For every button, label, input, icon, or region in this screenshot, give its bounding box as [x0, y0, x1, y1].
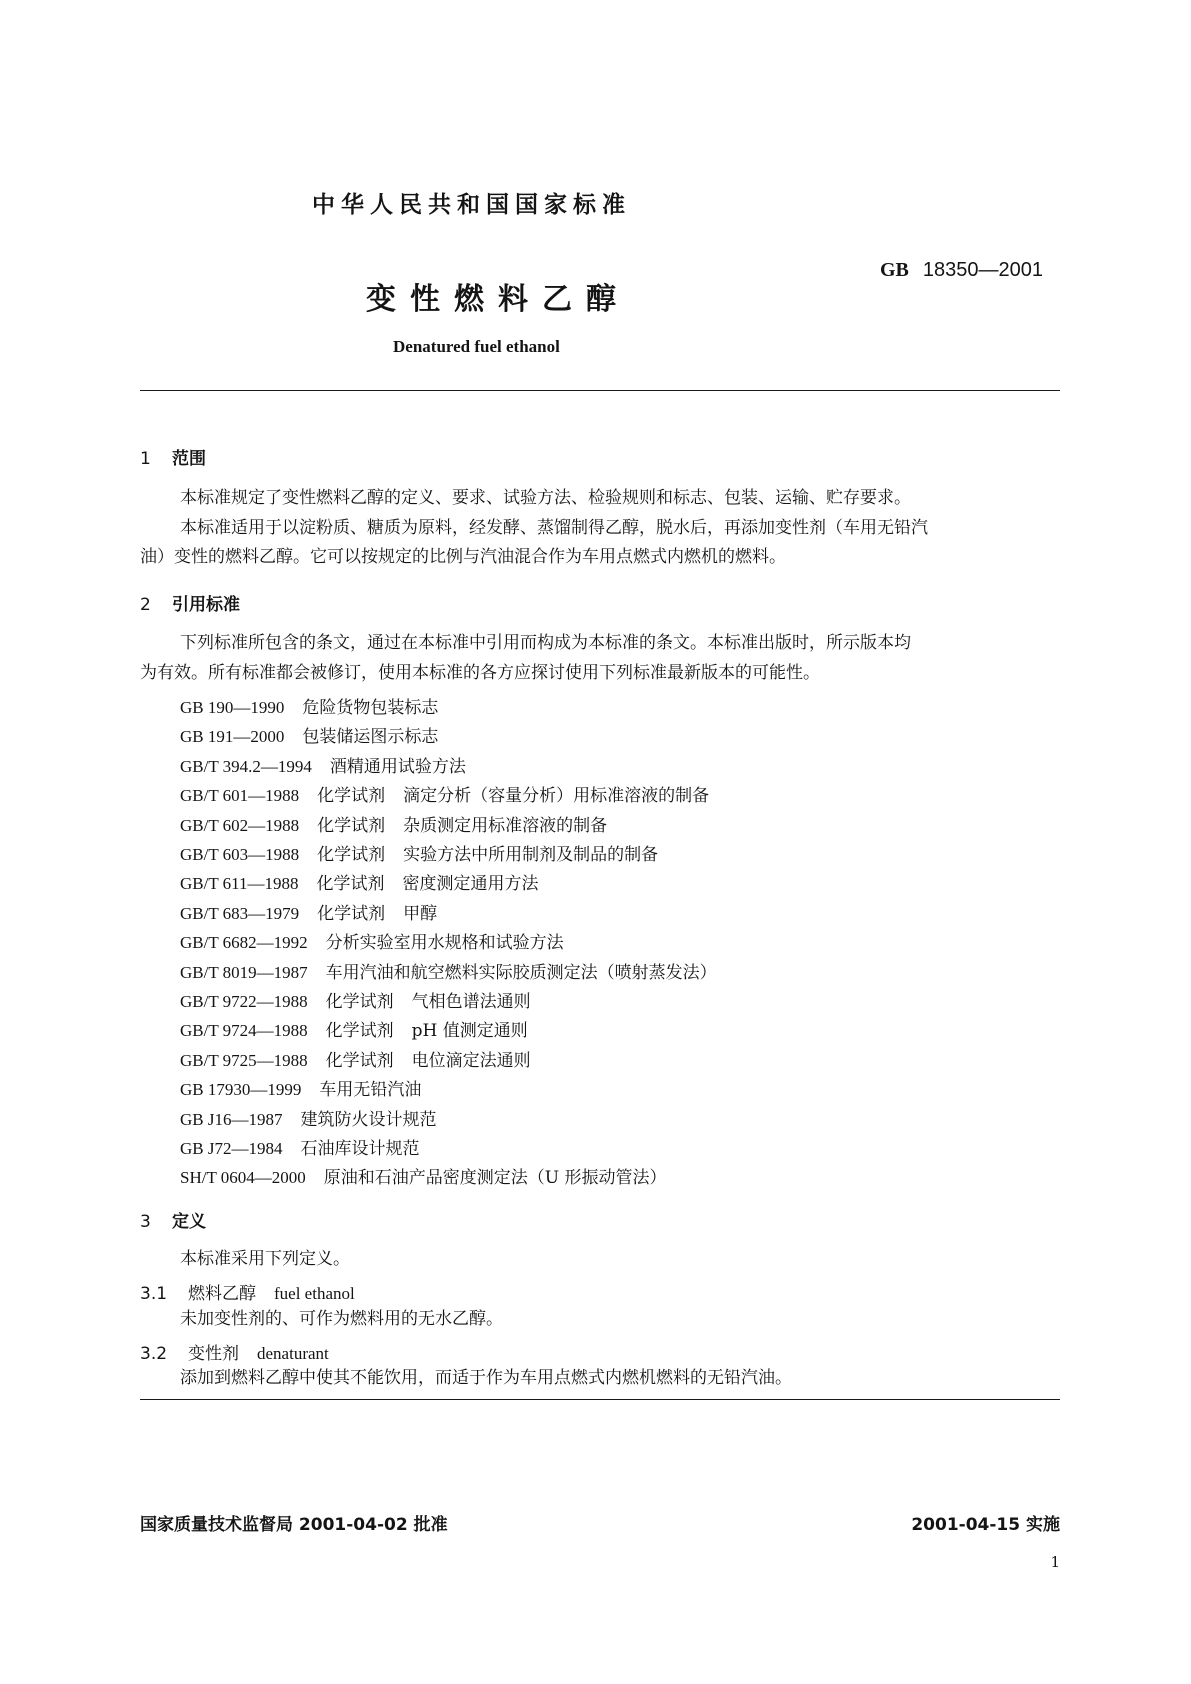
reference-title: 石油库设计规范	[300, 1139, 420, 1159]
issued-by: 国家质量技术监督局 2001-04-02 批准	[140, 1515, 448, 1535]
reference-item	[180, 928, 564, 953]
effective-date: 2001-04-15 实施	[911, 1515, 1060, 1535]
reference-title: pH 值测定通则	[411, 1021, 528, 1041]
reference-title: 密度测定通用方法	[402, 874, 539, 894]
paragraph: 为有效。所有标准都会被修订，使用本标准的各方应探讨使用下列标准最新版本的可能性。	[140, 663, 820, 683]
reference-item	[180, 1134, 419, 1159]
definition-3-2-heading	[140, 1339, 329, 1364]
section-title: 定义	[172, 1212, 206, 1232]
section-number: 3	[140, 1212, 151, 1232]
reference-title: 包装储运图示标志	[302, 727, 439, 747]
reference-item	[180, 840, 658, 865]
standard-number: 18350—2001	[922, 259, 1044, 281]
reference-title: 气相色谱法通则	[411, 992, 531, 1012]
reference-code: GB/T 611—1988	[180, 874, 299, 893]
reference-title: 车用无铅汽油	[319, 1080, 422, 1100]
reference-code: GB/T 683—1979	[180, 904, 300, 923]
definition-term: 燃料乙醇	[188, 1284, 256, 1304]
reference-code: GB J72—1984	[180, 1139, 283, 1158]
country-title: 中华人民共和国国家标准	[312, 192, 631, 218]
reference-item	[180, 899, 437, 924]
reference-code: GB/T 6682—1992	[180, 933, 308, 952]
section-number: 2	[140, 595, 151, 615]
reference-title: 杂质测定用标准溶液的制备	[403, 816, 608, 836]
reference-code: GB 191—2000	[180, 727, 285, 746]
reference-item	[180, 1105, 436, 1130]
page-number: 1	[1050, 1553, 1060, 1571]
reference-code: GB/T 9722—1988	[180, 992, 308, 1011]
reference-item	[180, 1163, 667, 1188]
reference-item	[180, 1046, 531, 1071]
paragraph: 油）变性的燃料乙醇。它可以按规定的比例与汽油混合作为车用点燃式内燃机的燃料。	[140, 547, 786, 567]
section-number: 1	[140, 449, 151, 469]
reference-title: 实验方法中所用制剂及制品的制备	[403, 845, 659, 865]
reference-item	[180, 1075, 421, 1100]
reference-item	[180, 987, 531, 1012]
clause-number: 3.1	[140, 1284, 168, 1304]
reference-item	[180, 722, 438, 747]
reference-title: 酒精通用试验方法	[329, 757, 466, 777]
paragraph: 下列标准所包含的条文，通过在本标准中引用而构成为本标准的条文。本标准出版时，所示版本均	[180, 633, 911, 653]
footer-divider	[140, 1399, 1060, 1400]
reference-item	[180, 781, 709, 806]
english-title: Denatured fuel ethanol	[393, 337, 560, 356]
definition-term: 变性剂	[188, 1344, 239, 1364]
reference-code: GB/T 603—1988	[180, 845, 300, 864]
reference-code: GB 190—1990	[180, 698, 285, 717]
reference-code: GB 17930—1999	[180, 1080, 302, 1099]
definition-term-en: denaturant	[257, 1344, 329, 1363]
clause-number: 3.2	[140, 1344, 168, 1364]
reference-code: GB/T 394.2—1994	[180, 757, 312, 776]
reference-title: 分析实验室用水规格和试验方法	[325, 933, 564, 953]
reference-code: GB/T 9724—1988	[180, 1021, 308, 1040]
reference-code: GB/T 602—1988	[180, 816, 300, 835]
reference-code: SH/T 0604—2000	[180, 1168, 306, 1187]
main-title: 变性燃料乙醇	[366, 282, 630, 317]
standard-prefix: GB	[880, 259, 909, 281]
reference-category: 化学试剂	[325, 992, 394, 1012]
section-2-heading	[140, 590, 240, 615]
section-title: 引用标准	[172, 595, 240, 615]
reference-code: GB/T 8019—1987	[180, 963, 308, 982]
definition-3-1-heading	[140, 1279, 355, 1304]
reference-code: GB/T 9725—1988	[180, 1051, 308, 1070]
section-3-heading	[140, 1207, 206, 1232]
reference-category: 化学试剂	[325, 1051, 394, 1071]
section-1-heading	[140, 444, 206, 469]
header-divider	[140, 390, 1060, 391]
section-title: 范围	[172, 449, 206, 469]
reference-title: 滴定分析（容量分析）用标准溶液的制备	[403, 786, 710, 806]
reference-title: 电位滴定法通则	[411, 1051, 531, 1071]
reference-category: 化学试剂	[317, 786, 386, 806]
reference-item	[180, 811, 607, 836]
reference-item	[180, 693, 438, 718]
reference-category: 化学试剂	[317, 816, 386, 836]
reference-item	[180, 1016, 528, 1041]
paragraph: 本标准适用于以淀粉质、糖质为原料，经发酵、蒸馏制得乙醇，脱水后，再添加变性剂（车用无铅汽	[180, 518, 928, 538]
standard-code	[880, 257, 1043, 282]
definition-text: 未加变性剂的、可作为燃料用的无水乙醇。	[180, 1309, 503, 1329]
reference-item	[180, 752, 466, 777]
reference-category: 化学试剂	[317, 904, 386, 924]
reference-code: GB/T 601—1988	[180, 786, 300, 805]
reference-item	[180, 869, 539, 894]
reference-title: 建筑防火设计规范	[300, 1110, 437, 1130]
definition-text: 添加到燃料乙醇中使其不能饮用，而适于作为车用点燃式内燃机燃料的无铅汽油。	[180, 1368, 792, 1388]
reference-title: 原油和石油产品密度测定法（U 形振动管法）	[323, 1168, 667, 1188]
reference-code: GB J16—1987	[180, 1110, 283, 1129]
paragraph: 本标准采用下列定义。	[180, 1249, 350, 1269]
definition-term-en: fuel ethanol	[274, 1284, 355, 1303]
reference-title: 危险货物包装标志	[302, 698, 439, 718]
reference-title: 车用汽油和航空燃料实际胶质测定法（喷射蒸发法）	[325, 963, 717, 983]
reference-category: 化学试剂	[317, 845, 386, 865]
reference-category: 化学试剂	[325, 1021, 394, 1041]
paragraph: 本标准规定了变性燃料乙醇的定义、要求、试验方法、检验规则和标志、包装、运输、贮存要求。	[180, 488, 911, 508]
reference-category: 化学试剂	[316, 874, 385, 894]
reference-title: 甲醇	[403, 904, 438, 924]
reference-item	[180, 958, 717, 983]
